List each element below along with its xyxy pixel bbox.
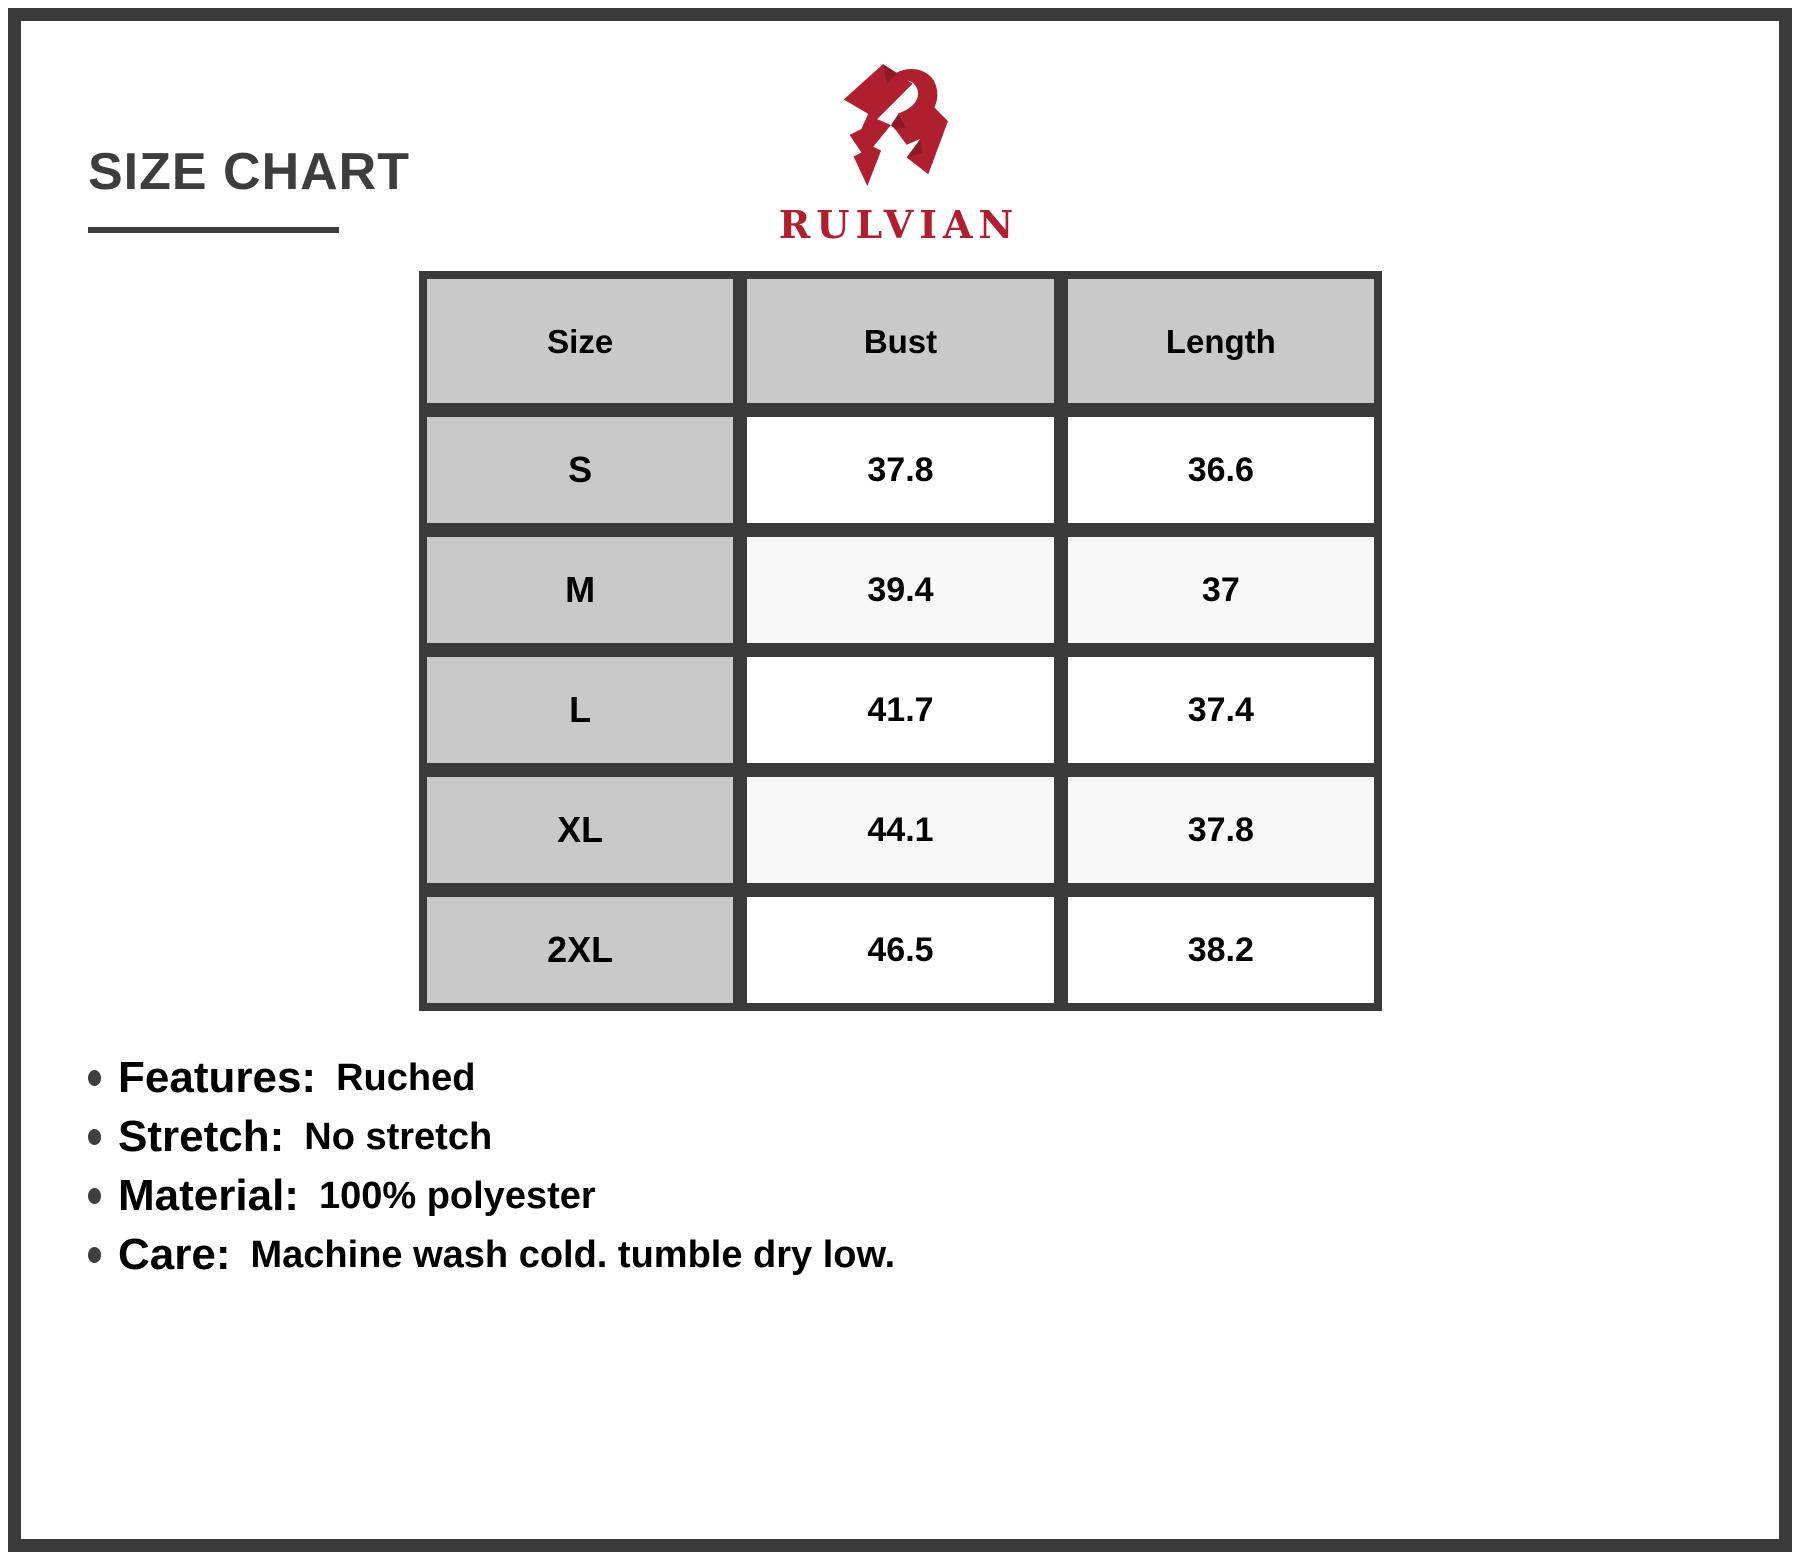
bullet-icon <box>88 1188 101 1204</box>
row-xl-size: XL <box>427 777 733 883</box>
row-s-bust: 37.8 <box>747 417 1053 523</box>
row-2xl-bust: 46.5 <box>747 897 1053 1003</box>
detail-value: Ruched <box>336 1056 476 1099</box>
bullet-icon <box>88 1247 101 1263</box>
detail-label: Material: <box>118 1171 299 1220</box>
row-s-size: S <box>427 417 733 523</box>
detail-item-material <box>88 1171 895 1220</box>
brand-logo <box>778 60 1020 247</box>
detail-item-features <box>88 1053 895 1102</box>
row-s-length: 36.6 <box>1068 417 1374 523</box>
page-title: SIZE CHART <box>88 143 410 201</box>
title-underline <box>88 227 339 233</box>
row-m-size: M <box>427 537 733 643</box>
brand-name: RULVIAN <box>778 202 1020 247</box>
header-cell-size: Size <box>427 279 733 403</box>
header-cell-length: Length <box>1068 279 1374 403</box>
row-l-bust: 41.7 <box>747 657 1053 763</box>
detail-label: Features: <box>118 1053 317 1102</box>
detail-label: Care: <box>118 1230 231 1279</box>
row-m-bust: 39.4 <box>747 537 1053 643</box>
row-m-length: 37 <box>1068 537 1374 643</box>
bullet-icon <box>88 1129 101 1145</box>
detail-value: 100% polyester <box>318 1174 596 1217</box>
header-cell-bust: Bust <box>747 279 1053 403</box>
detail-label: Stretch: <box>118 1112 285 1161</box>
row-l-length: 37.4 <box>1068 657 1374 763</box>
row-xl-length: 37.8 <box>1068 777 1374 883</box>
row-2xl-length: 38.2 <box>1068 897 1374 1003</box>
detail-item-stretch <box>88 1112 895 1161</box>
brand-logo-icon <box>840 60 958 198</box>
row-2xl-size: 2XL <box>427 897 733 1003</box>
row-xl-bust: 44.1 <box>747 777 1053 883</box>
product-details-list <box>88 1053 896 1292</box>
row-l-size: L <box>427 657 733 763</box>
bullet-icon <box>88 1070 101 1086</box>
size-chart-table <box>419 271 1382 1011</box>
detail-value: Machine wash cold. tumble dry low. <box>250 1233 896 1276</box>
detail-item-care <box>88 1230 896 1279</box>
detail-value: No stretch <box>304 1115 493 1158</box>
